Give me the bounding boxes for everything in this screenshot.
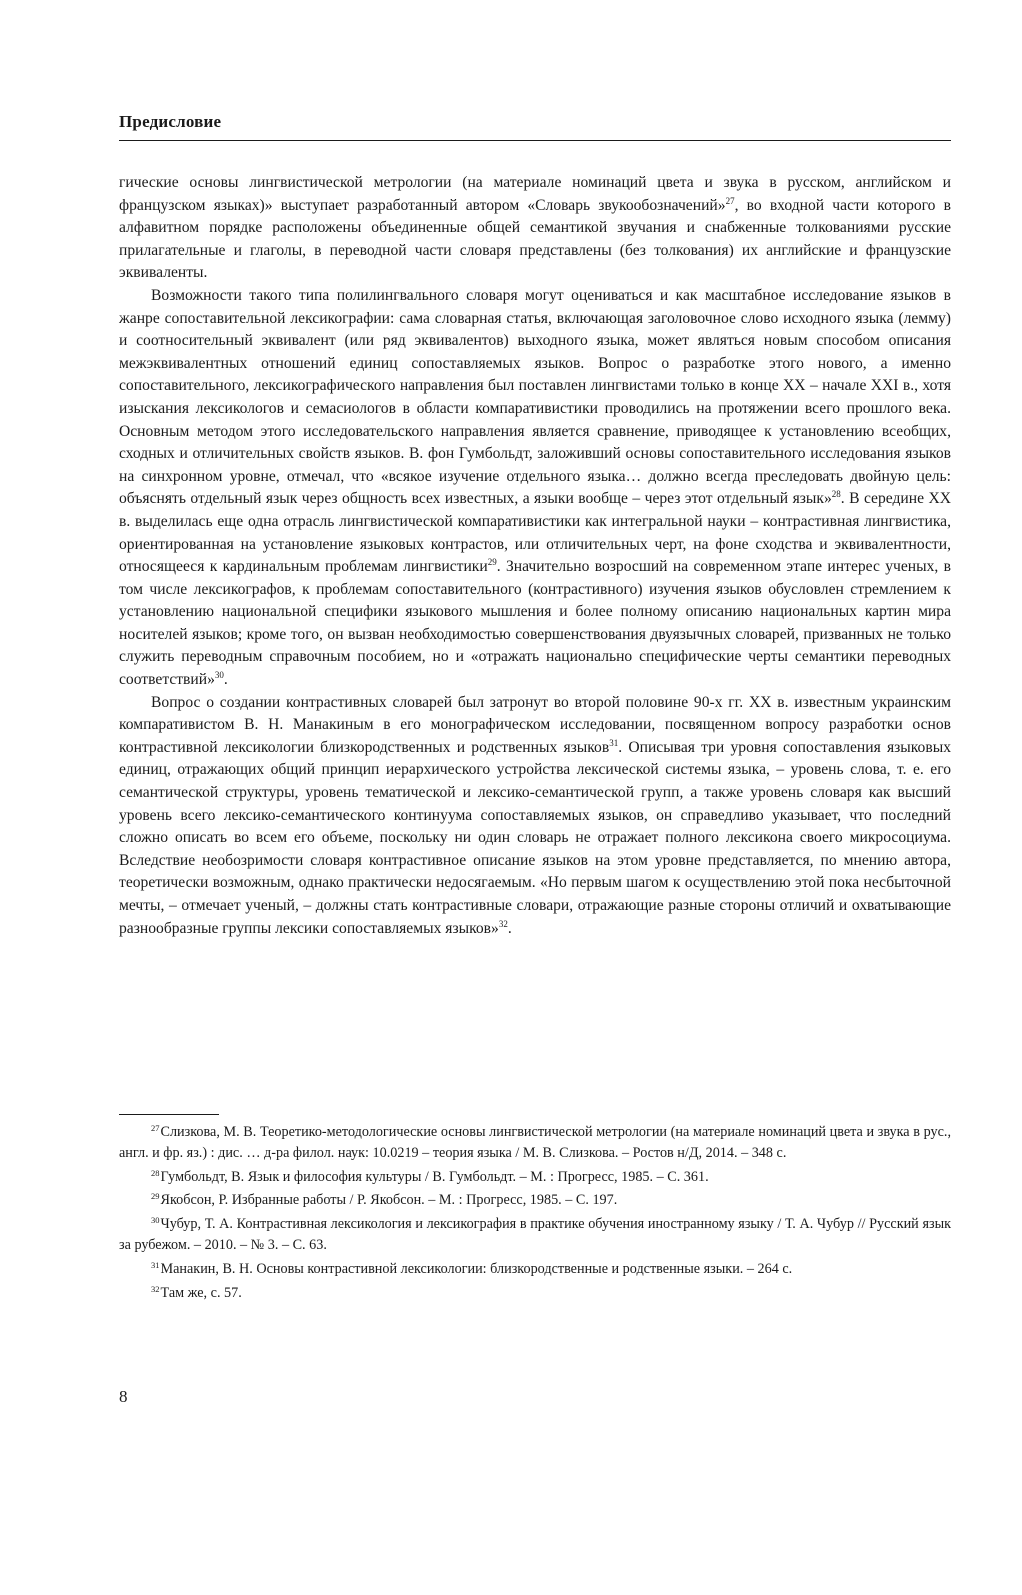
text-segment: . — [507, 919, 512, 937]
footnote-ref[interactable]: 29 — [487, 557, 497, 568]
footnote-ref[interactable]: 30 — [214, 670, 224, 681]
footnote-number: 29 — [151, 1191, 160, 1202]
paragraph — [119, 285, 951, 692]
text-segment: гические основы лингвистической метрологии (на материале номинаций цвета и звука в русском, английском и французском языках)» выступает разработанный автором «Словарь звукообозначений» — [119, 174, 951, 214]
footnote-ref[interactable]: 28 — [831, 489, 841, 500]
footnote-number: 31 — [151, 1259, 160, 1270]
text-segment: Вопрос о создании контрастивных словарей был затронут во второй половине 90-х гг. XX в. известным украинским компаративистом В. Н. Манакиным в его монографическом исследовании, посвященном вопросу разработки основ контрастивной лексикологии близкородственных и родственных языков — [119, 693, 951, 756]
text-segment: . — [223, 671, 228, 689]
footnote-ref[interactable]: 32 — [498, 918, 508, 929]
paragraph — [119, 692, 951, 941]
footnote — [119, 1283, 951, 1304]
footnote-number: 30 — [151, 1215, 160, 1226]
footnote-text: Чубур, Т. А. Контрастивная лексикология и лексикография в практике обучения иностранному языку / Т. А. Чубур // Русский язык за рубежом. – 2010. – № 3. – С. 63. — [119, 1216, 951, 1253]
text-segment: . В середине XX в. выделилась еще одна отрасль лингвистической компаративистики как интегральной науки – контрастивная лингвистика, ориентированная на установление языковых контрастов, или отличительных черт, на фоне сходства и эквивалентности, относящееся к кардинальным проблемам лингвистики — [119, 490, 951, 576]
footnotes — [119, 1122, 951, 1303]
footnote-ref[interactable]: 31 — [609, 737, 619, 748]
footnote — [119, 1167, 951, 1188]
footnote — [119, 1190, 951, 1211]
page-number: 8 — [119, 1387, 128, 1406]
footnote-text: Манакин, В. Н. Основы контрастивной лексикологии: близкородственные и родственные языки. – 264 с. — [160, 1260, 793, 1277]
footnote-text: Якобсон, Р. Избранные работы / Р. Якобсон. – М. : Прогресс, 1985. – С. 197. — [160, 1192, 618, 1209]
text-segment: , во входной части которого в алфавитном порядке расположены объединенные общей семантикой звучания и снабженные толкованиями русские прилагательные и глаголы, в переводной части словаря представлены (без толкования) их английские и французские эквиваленты. — [119, 196, 951, 282]
footnote-text: Гумбольдт, В. Язык и философия культуры / В. Гумбольдт. – М. : Прогресс, 1985. – С. 361. — [160, 1168, 709, 1185]
header-rule — [119, 140, 951, 141]
footnote-number: 28 — [151, 1167, 160, 1178]
footnote-rule — [119, 1114, 219, 1115]
footnote-text: Там же, с. 57. — [160, 1284, 242, 1301]
running-head-title: Предисловие — [119, 112, 222, 131]
main-text — [119, 172, 951, 940]
text-segment: . Значительно возросший на современном этапе интерес ученых, в том числе лексикографов, к проблемам сопоставительного (контрастивного) изучения языков обусловлен стремлением к установлению национальной специфики языкового мышления и более полному описанию национальных картин мира носителей языков; кроме того, он вызван необходимостью совершенствования двуязычных словарей, призванных не только служить переводным справочным пособием, но и «отражать национально специфические черты семантики переводных соответствий» — [119, 558, 951, 689]
footnote-ref[interactable]: 27 — [725, 195, 735, 206]
book-page — [119, 0, 951, 1595]
paragraph-continuation — [119, 172, 951, 285]
footnote — [119, 1122, 951, 1164]
footnote-text: Слизкова, М. В. Теоретико-методологические основы лингвистической метрологии (на материале номинаций цвета и звука в рус., англ. и фр. яз.) : дис. … д-ра филол. наук: 10.0219 – теория языка / М. В. Слизкова. – Ростов н/Д, 2014. – 348 с. — [119, 1124, 951, 1161]
footnote-number: 27 — [151, 1123, 160, 1133]
footnote-number: 32 — [151, 1283, 160, 1294]
footnote — [119, 1214, 951, 1256]
footnote — [119, 1259, 951, 1280]
text-segment: . Описывая три уровня сопоставления языковых единиц, отражающих общий принцип иерархического устройства лексической системы языка, – уровень слова, т. е. его семантической структуры, уровень тематической и лексико-семантической групп, а также уровень словаря как высший уровень всего лексико-семантического континуума сопоставляемых языков, он справедливо указывает, что последний сложно описать во всем его объеме, поскольку ни один словарь не отражает полного лексикона своего микросоциума. Вследствие необозримости словаря контрастивное описание языков на этом уровне представляется, по мнению автора, теоретически возможным, однако практически недосягаемым. «Но первым шагом к осуществлению этой пока несбыточной мечты, – отмечает ученый, – должны стать контрастивные словари, отражающие разные стороны отличий и охватывающие разнообразные группы лексики сопоставляемых языков» — [119, 738, 951, 937]
text-segment: Возможности такого типа полилингвального словаря могут оцениваться и как масштабное исследование языков в жанре сопоставительной лексикографии: сама словарная статья, включающая заголовочное слово исходного языка (лемму) и соотносительный эквивалент (или ряд эквивалентов) выходного языка, может являться новым способом описания межэквивалентных отношений единиц сопоставляемых языков. Вопрос о разработке этого нового, а именно сопоставительного, лексикографического направления был поставлен лингвистами только в конце XX – начале XXI в., хотя изыскания лексикологов и семасиологов в области компаративистики проводились на протяжении всего прошлого века. Основным методом этого исследовательского направления является сравнение, приводящее к установлению всеобщих, сходных и отличительных свойств языков. В. фон Гумбольдт, заложивший основы сопоставительного исследования языков на синхронном уровне, отмечал, что «всякое изучение отдельного языка… должно всегда преследовать двойную цель: объяснять отдельный язык через общность всех известных, а языки вообще – через этот отдельный язык» — [119, 286, 951, 508]
